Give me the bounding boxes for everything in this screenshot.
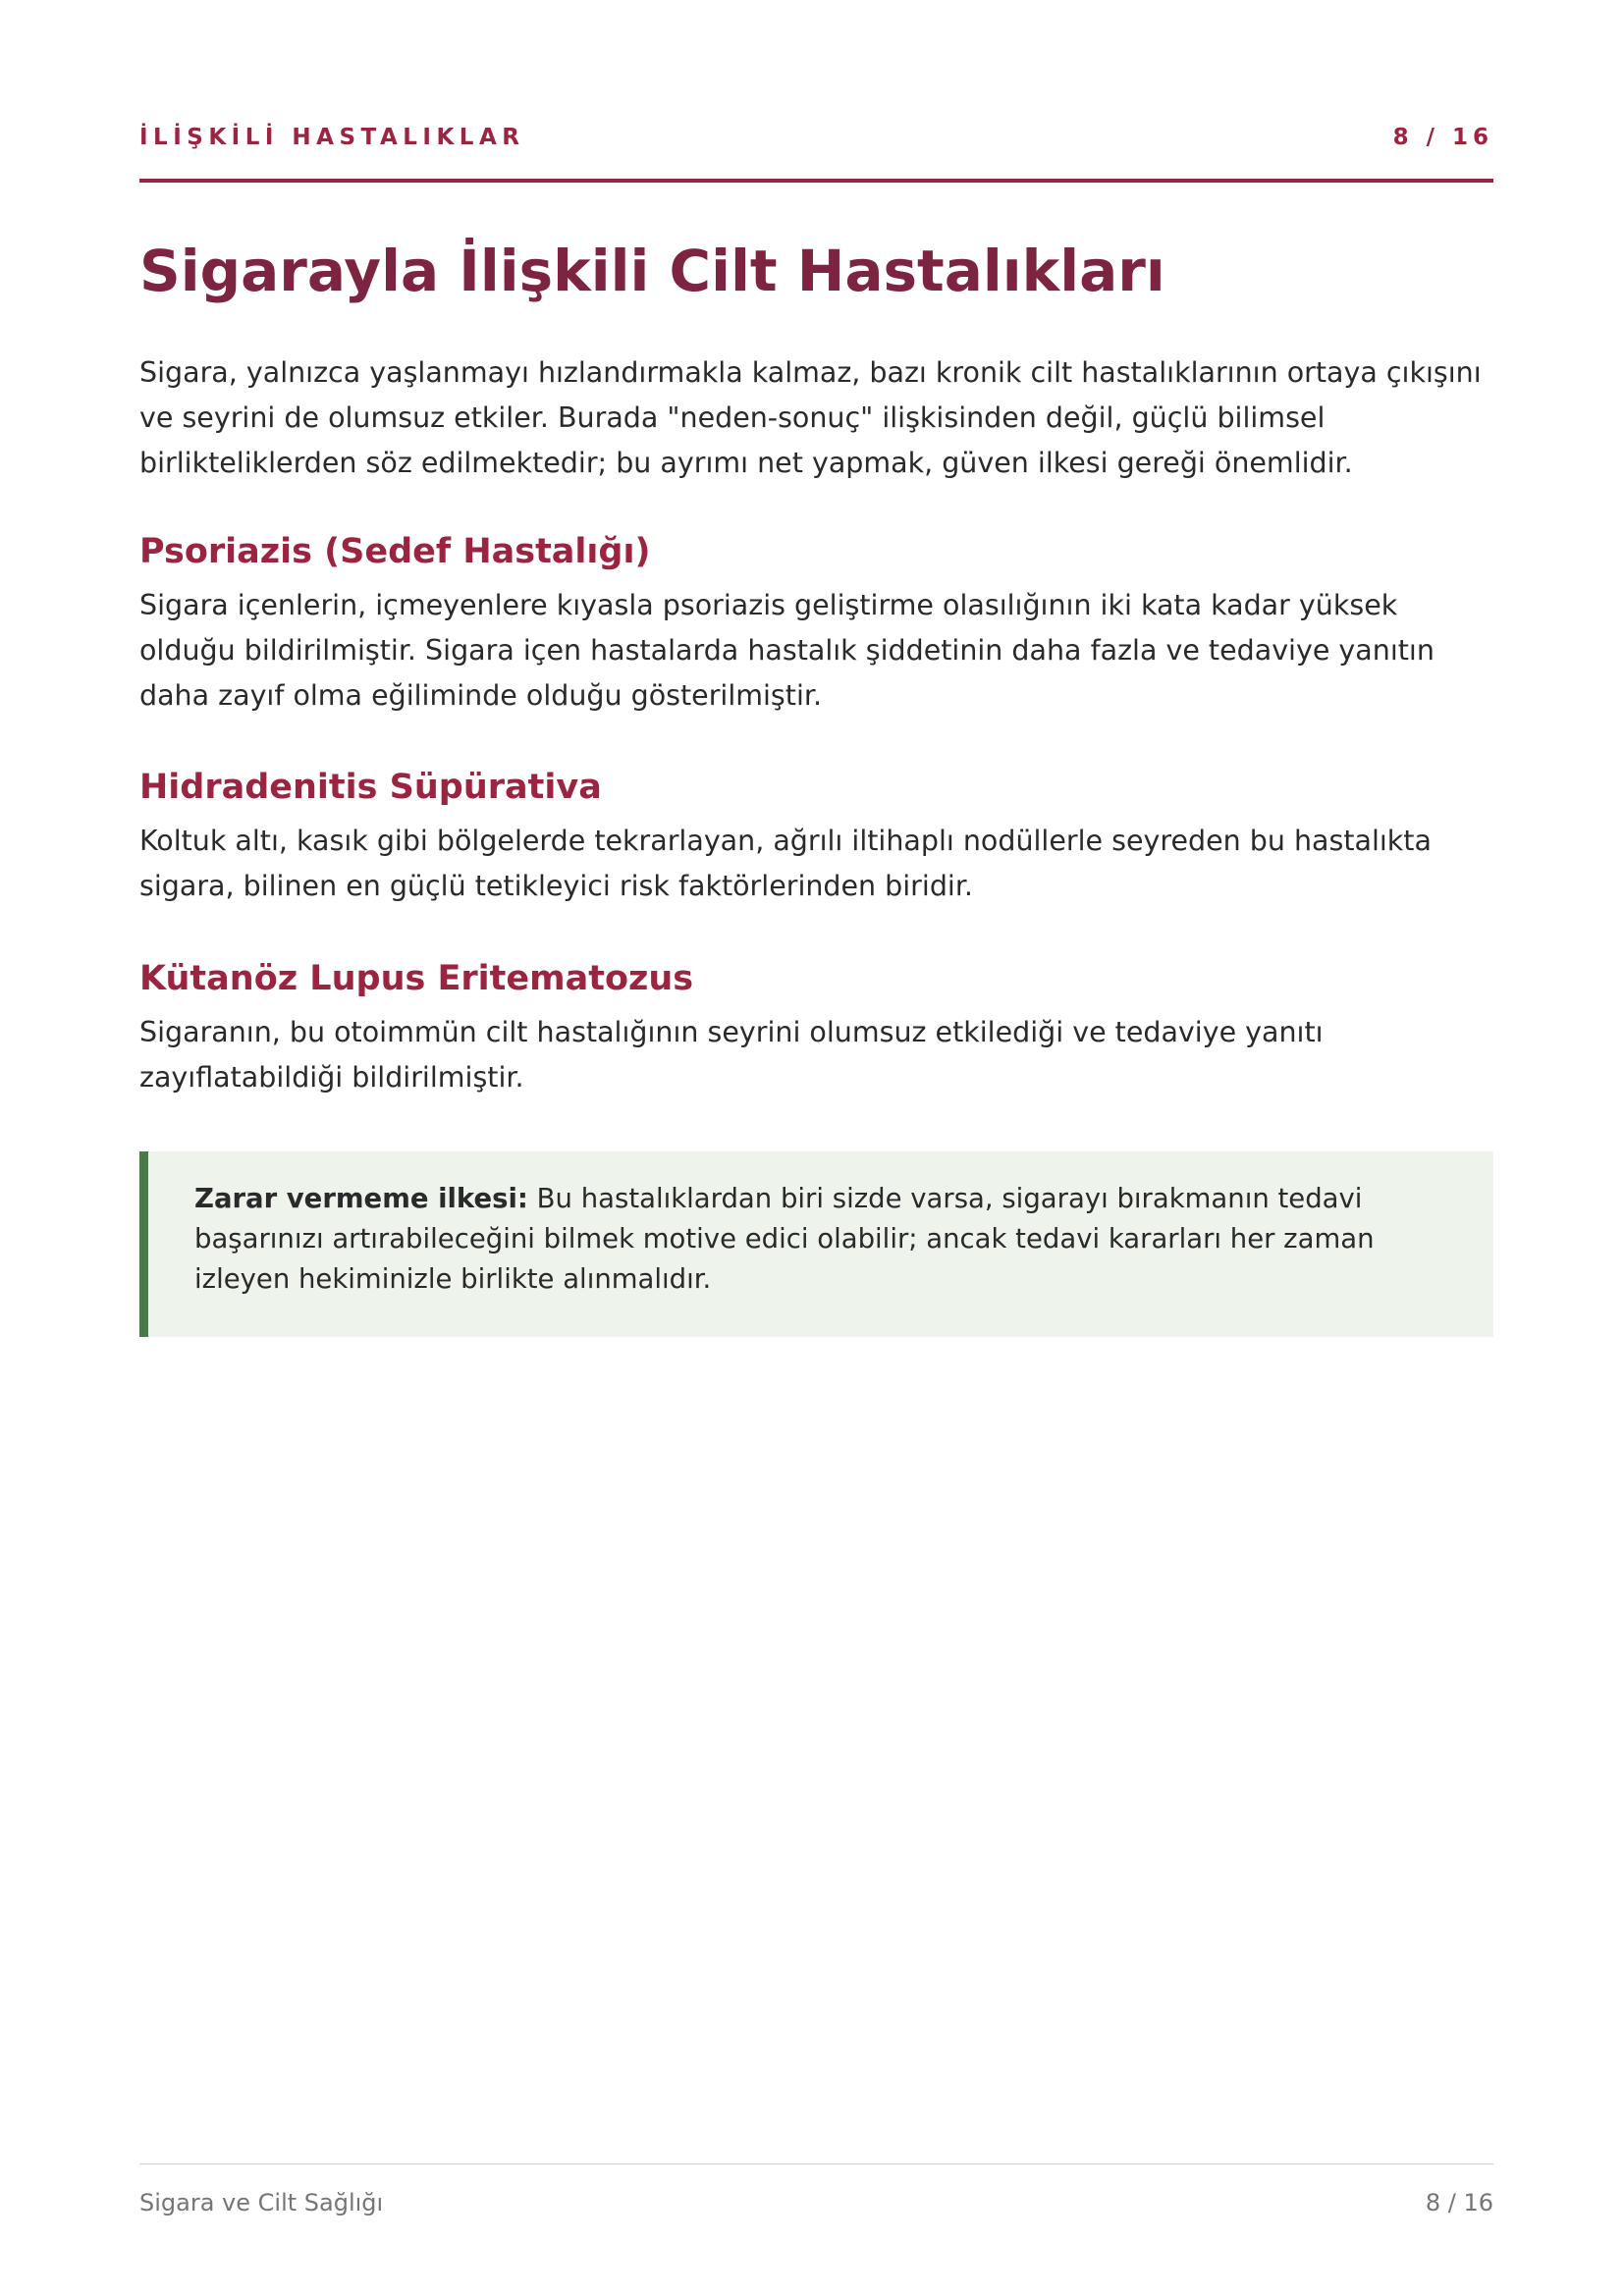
section-body: Koltuk altı, kasık gibi bölgelerde tekrarlayan, ağrılı iltihaplı nodüllerle seyreden bu hastalıkta sigara, bilinen en güçlü tetikleyici risk faktörlerinden biridir. — [139, 825, 1432, 902]
document-page — [139, 0, 1493, 2296]
footer-document-title: Sigara ve Cilt Sağlığı — [139, 2189, 384, 2216]
section-lupus — [139, 957, 1493, 1100]
section-heading: Psoriazis (Sedef Hastalığı) — [139, 532, 651, 571]
intro-paragraph: Sigara, yalnızca yaşlanmayı hızlandırmakla kalmaz, bazı kronik cilt hastalıklarının ortaya çıkışını ve seyrini de olumsuz etkiler. Burada "neden-sonuç" ilişkisinden değil, güçlü bilimsel birlikteliklerden söz edilmektedir; bu ayrımı net yapmak, güven ilkesi gereği önemlidir. — [139, 356, 1482, 479]
section-body: Sigara içenlerin, içmeyenlere kıyasla psoriazis geliştirme olasılığının iki kata kadar yüksek olduğu bildirilmiştir. Sigara içen hastalarda hastalık şiddetinin daha fazla ve tedaviye yanıtın daha zayıf olma eğiliminde olduğu gösterilmiştir. — [139, 589, 1435, 712]
section-hidradenitis — [139, 766, 1493, 909]
section-psoriazis — [139, 530, 1493, 719]
header-page-indicator: 8 / 16 — [1392, 125, 1493, 150]
callout-text — [194, 1179, 1441, 1300]
running-header — [139, 124, 1493, 183]
section-heading: Hidradenitis Süpürativa — [139, 768, 602, 807]
callout-body: Bu hastalıklardan biri sizde varsa, sigarayı bırakmanın tedavi başarınızı artırabileceğini bilmek motive edici olabilir; ancak tedavi kararları her zaman izleyen hekiminizle birlikte alınmalıdır. — [194, 1183, 1375, 1295]
running-footer — [139, 2163, 1493, 2223]
section-label: İLİŞKİLİ HASTALIKLAR — [139, 125, 525, 150]
footer-page-indicator: 8 / 16 — [1425, 2189, 1493, 2216]
page-title: Sigarayla İlişkili Cilt Hastalıkları — [139, 238, 1165, 304]
callout-lead: Zarar vermeme ilkesi: — [194, 1183, 528, 1214]
section-heading: Kütanöz Lupus Eritematozus — [139, 959, 694, 998]
callout-box — [139, 1151, 1493, 1337]
section-body: Sigaranın, bu otoimmün cilt hastalığının seyrini olumsuz etkilediği ve tedaviye yanıtı zayıflatabildiği bildirilmiştir. — [139, 1016, 1324, 1094]
